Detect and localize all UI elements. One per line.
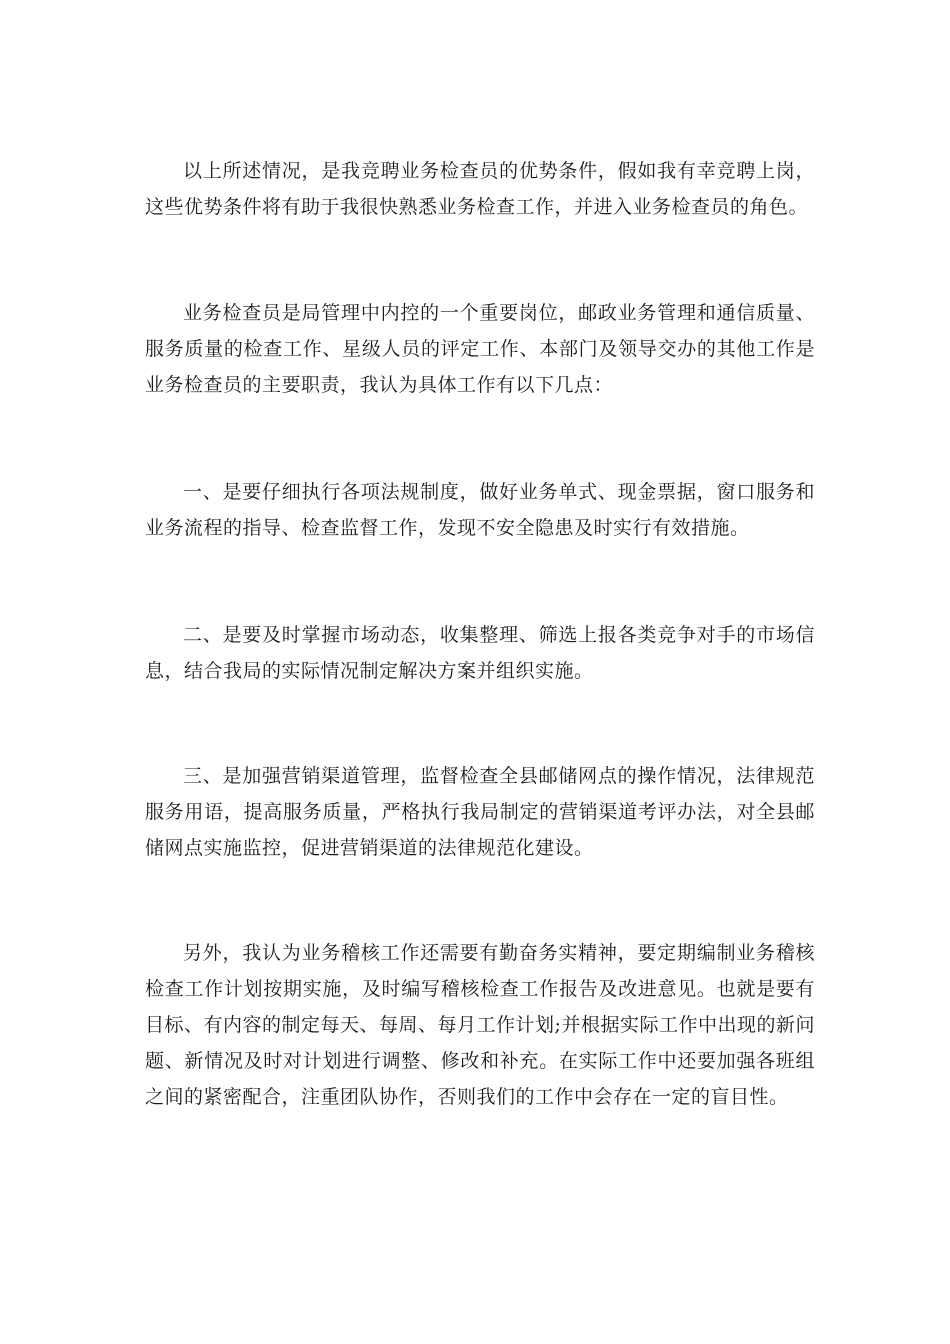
paragraph-point-three: 三、是加强营销渠道管理，监督检查全县邮储网点的操作情况，法律规范服务用语，提高服务质量，严格执行我局制定的营销渠道考评办法，对全县邮储网点实施监控，促进营销渠道的法律规范化建设。 (145, 765, 815, 859)
paragraph-point-two: 二、是要及时掌握市场动态，收集整理、筛选上报各类竞争对手的市场信息，结合我局的实际情况制定解决方案并组织实施。 (145, 624, 815, 682)
paragraph-duties: 业务检查员是局管理中内控的一个重要岗位，邮政业务管理和通信质量、服务质量的检查工作、星级人员的评定工作、本部门及领导交办的其他工作是业务检查员的主要职责，我认为具体工作有以下几点： (145, 302, 815, 396)
paragraph-advantages: 以上所述情况，是我竞聘业务检查员的优势条件，假如我有幸竞聘上岗，这些优势条件将有助于我很快熟悉业务检查工作，并进入业务检查员的角色。 (145, 160, 815, 218)
paragraph-additional: 另外，我认为业务稽核工作还需要有勤奋务实精神，要定期编制业务稽核检查工作计划按期实施，及时编写稽核检查工作报告及改进意见。也就是要有目标、有内容的制定每天、每周、每月工作计划;并根据实际工作中出现的新问题、新情况及时对计划进行调整、修改和补充。在实际工作中还要加强各班组之间的紧密配合，注重团队协作，否则我们的工作中会存在一定的盲目性。 (145, 942, 815, 1108)
paragraph-point-one: 一、是要仔细执行各项法规制度，做好业务单式、现金票据，窗口服务和业务流程的指导、检查监督工作，发现不安全隐患及时实行有效措施。 (145, 481, 815, 539)
